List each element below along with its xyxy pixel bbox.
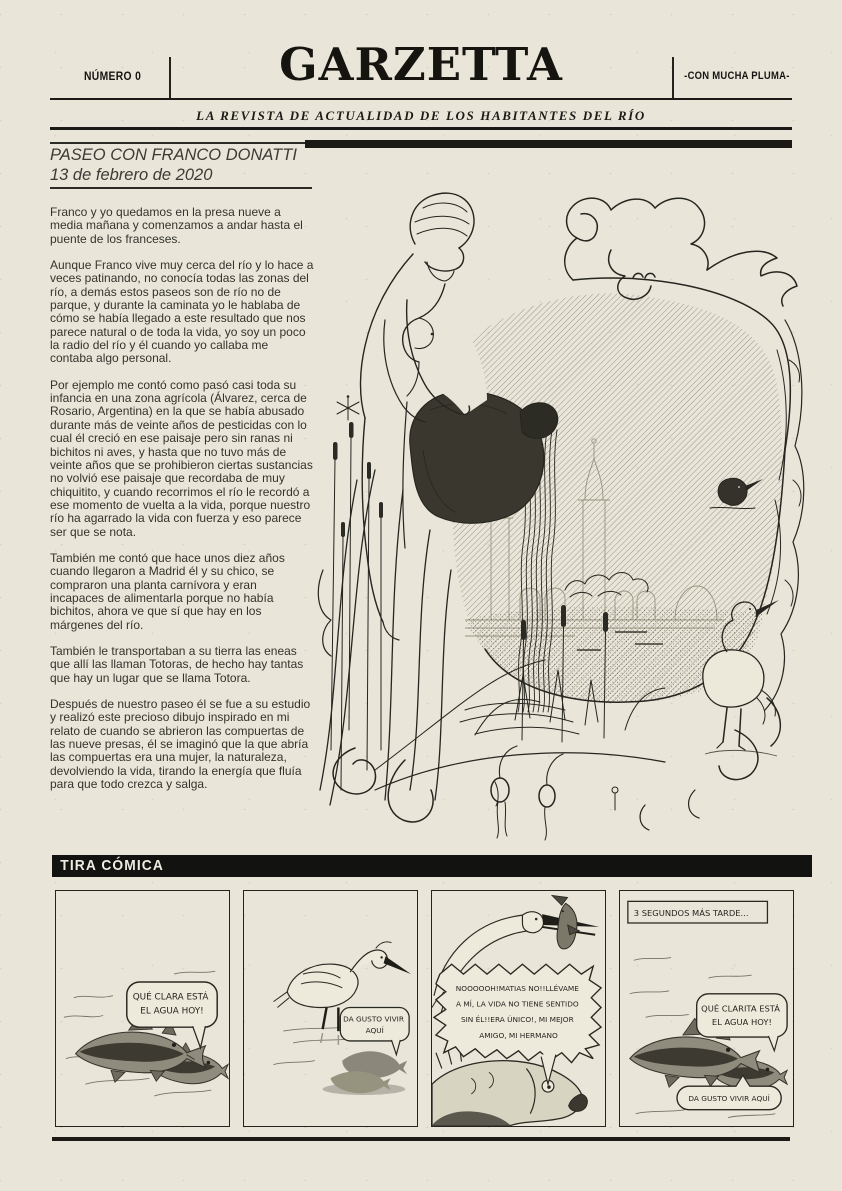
carp — [432, 1047, 587, 1126]
bubble-line: NOOOOOH!MATIAS NO!!LLÉVAME — [455, 983, 579, 993]
article-title: PASEO CON FRANCO DONATTI — [50, 146, 297, 164]
comic-panel-3 — [431, 890, 606, 1127]
paragraph: Franco y yo quedamos en la presa nueve a media mañana y comenzamos a andar hasta el puente de los franceses. — [50, 205, 303, 246]
bubble-line: EL AGUA HOY! — [711, 1017, 772, 1028]
paragraph: También le transportaban a su tierra las eneas que allí las llaman Totoras, de hecho hay tantas que hay un lugar que se llama Totora. — [50, 643, 304, 685]
article-body — [50, 206, 314, 804]
comic-panel-1 — [55, 890, 230, 1127]
fish-shadows — [323, 1051, 408, 1095]
comic-panel-4-art — [620, 891, 793, 1126]
caption-text: 3 SEGUNDOS MÁS TARDE... — [633, 908, 749, 919]
caption-box — [628, 901, 768, 923]
masthead-rule-top — [50, 98, 792, 100]
illustration-top-rule — [305, 140, 792, 148]
paragraph: También me contó que hace unos diez años cuando llegaron a Madrid él y su chico, se compraron una planta carnívora y eran incapaces de alimentarla porque no había bichitos, ahora ve que sí que hay en los márgenes del río. — [50, 550, 285, 632]
bubble-line: QUÉ CLARITA ESTÁ — [701, 1003, 780, 1014]
article-rule-top — [50, 142, 312, 144]
masthead-title: GARZETTA — [279, 38, 563, 91]
masthead-divider-right — [672, 57, 674, 99]
masthead-divider-left — [169, 57, 171, 99]
masthead-subtitle: LA REVISTA DE ACTUALIDAD DE LOS HABITANTES DEL RÍO — [196, 108, 646, 123]
paragraph: Aunque Franco vive muy cerca del río y lo hace a veces patinando, no conocía todas las zonas del río, a demás estos paseos son de río no de parque, y durante la caminata yo le hablaba de cómo se había llegado a este resultado que nos parece natural o de toda la vida, yo soy un poco la radio del río y él cuando yo callaba me contaba algo personal. — [50, 258, 314, 366]
bubble-line: AQUÍ — [365, 1026, 384, 1036]
comic-panel-3-art — [432, 891, 605, 1126]
bubble-line: EL AGUA HOY! — [140, 1006, 204, 1017]
masthead-rule-bottom — [50, 127, 792, 130]
footer-rule — [52, 1137, 790, 1141]
comic-section-header — [52, 855, 812, 877]
bubble-line: SIN ÉL!!ERA ÚNICO!, MI MEJOR — [460, 1015, 574, 1025]
comic-panel-4 — [619, 890, 794, 1127]
paragraph: Por ejemplo me contó como pasó casi toda su infancia en una zona agrícola (Álvarez, cerca de Rosario, Argentina) en la que se había abusado durante más de veinte años de pesticidas con lo cual él creció en ese paisaje pero sin ranas ni bichitos ni aves, y hasta que no tuvo más de veinte años que se prohibieron ciertas sustancias no volvió ese paisaje que recordaba de muy chiquitito, y cuando recorrimos el río le recordó a ese momento de vuelta a la vida, porque nuestro río ha agarrado la vida con fuerza y eso parece ser que se nota. — [50, 377, 313, 539]
bubble-line: A MÍ, LA VIDA NO TIENE SENTIDO — [455, 999, 579, 1009]
motto-label: -CON MUCHA PLUMA- — [684, 70, 790, 82]
speech-bubble — [340, 1008, 409, 1055]
comic-panel-1-art — [56, 891, 229, 1126]
river-goddess-illustration — [315, 150, 820, 845]
svg-text:3 SEGUNDOS MÁS TARDE... — [634, 907, 749, 918]
issue-number-label: NÚMERO 0 — [84, 69, 142, 83]
article-rule-bottom — [50, 187, 312, 189]
bubble-line: QUÉ CLARA ESTÁ — [132, 992, 209, 1003]
svg-text:DA GUSTO VIVIR AQUÍ — [688, 1094, 769, 1103]
paragraph: Después de nuestro paseo él se fue a su estudio y realizó este precioso dibujo inspirado en mi relato de cuando se abrieron las compuertas de las nueve presas, él se imaginó que la que abría las compuertas era una mujer, la naturaleza, devolviendo la vida, tirando la energía que fluía para que todo crezca y salga. — [50, 697, 311, 792]
comic-section-title: TIRA CÓMICA — [60, 857, 164, 874]
comic-panel-2-art — [244, 891, 417, 1126]
comic-panel-2 — [243, 890, 418, 1127]
article-date: 13 de febrero de 2020 — [50, 166, 213, 184]
bubble-line: AMIGO, MI HERMANO — [479, 1030, 558, 1040]
bubble-line: DA GUSTO VIVIR AQUÍ — [688, 1093, 770, 1103]
bubble-line: DA GUSTO VIVIR — [343, 1014, 404, 1024]
